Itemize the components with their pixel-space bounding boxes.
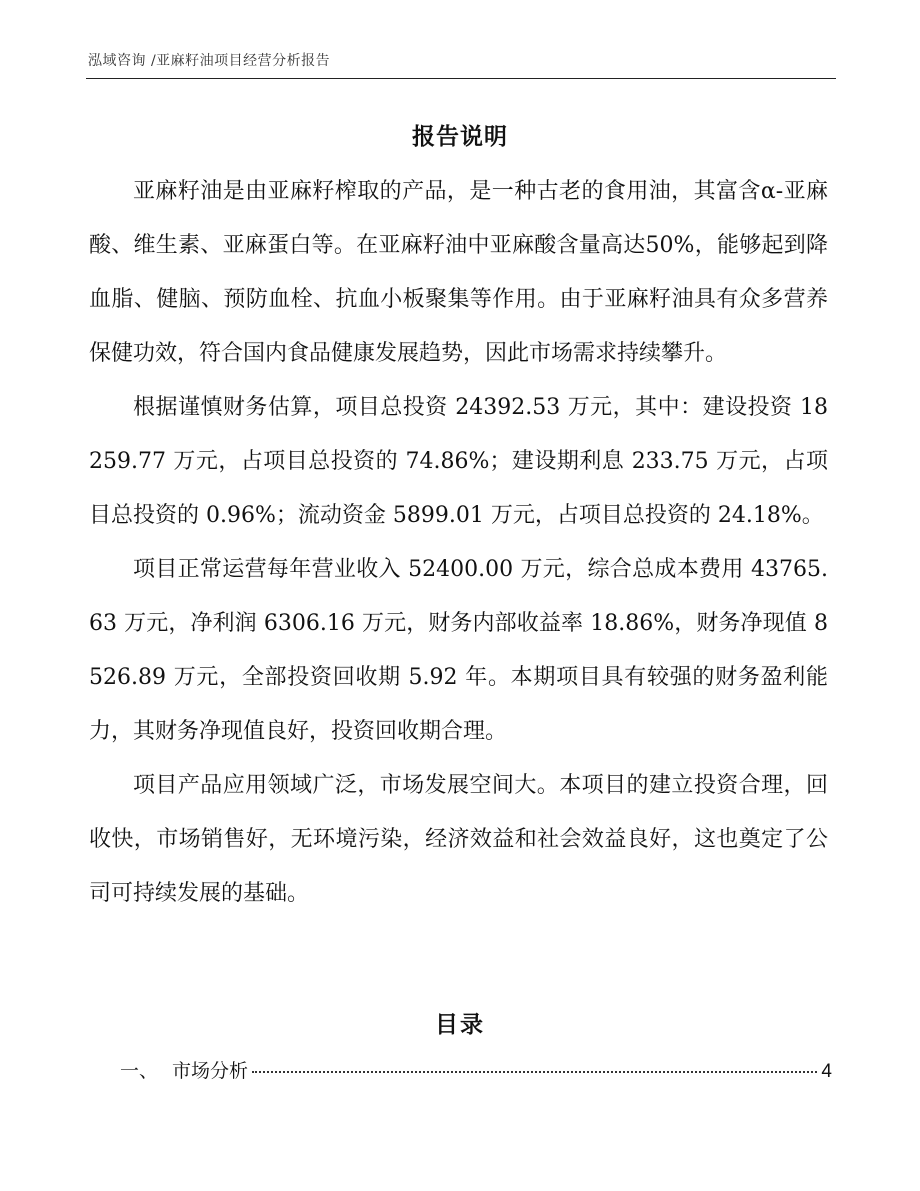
toc-leader-dots xyxy=(252,1071,817,1073)
toc-entry-label[interactable]: 市场分析 xyxy=(172,1060,249,1082)
running-header: 泓域咨询 /亚麻籽油项目经营分析报告 xyxy=(88,53,331,69)
paragraph-conclusion: 项目产品应用领域广泛，市场发展空间大。本项目的建立投资合理，回收快，市场销售好，无环境污染，经济效益和社会效益良好，这也奠定了公司可持续发展的基础。 xyxy=(89,773,828,906)
paragraph-operations: 项目正常运营每年营业收入 52400.00 万元，综合总成本费用 43765.63 万元，净利润 6306.16 万元，财务内部收益率 18.86%，财务净现值 8526.89 万元，全部投资回收期 5.92 年。本期项目具有较强的财务盈利能力，其财务净现值良好，投资回收期合理。 xyxy=(89,557,828,744)
toc-entry-market-analysis[interactable] xyxy=(120,1056,832,1083)
paragraph-product-intro: 亚麻籽油是由亚麻籽榨取的产品，是一种古老的食用油，其富含α-亚麻酸、维生素、亚麻蛋白等。在亚麻籽油中亚麻酸含量高达50%，能够起到降血脂、健脑、预防血栓、抗血小板聚集等作用。由于亚麻籽油具有众多营养保健功效，符合国内食品健康发展趋势，因此市场需求持续攀升。 xyxy=(89,179,828,366)
report-title: 报告说明 xyxy=(412,124,508,150)
report-body xyxy=(89,165,828,921)
toc-title: 目录 xyxy=(435,1012,485,1038)
paragraph-investment: 根据谨慎财务估算，项目总投资 24392.53 万元，其中：建设投资 18259.77 万元，占项目总投资的 74.86%；建设期利息 233.75 万元，占项目总投资的 0.96%；流动资金 5899.01 万元，占项目总投资的 24.18%。 xyxy=(89,395,828,528)
header-divider xyxy=(86,78,836,79)
toc-entry-page: 4 xyxy=(821,1061,832,1082)
toc-entry-number: 一、 xyxy=(120,1060,159,1082)
